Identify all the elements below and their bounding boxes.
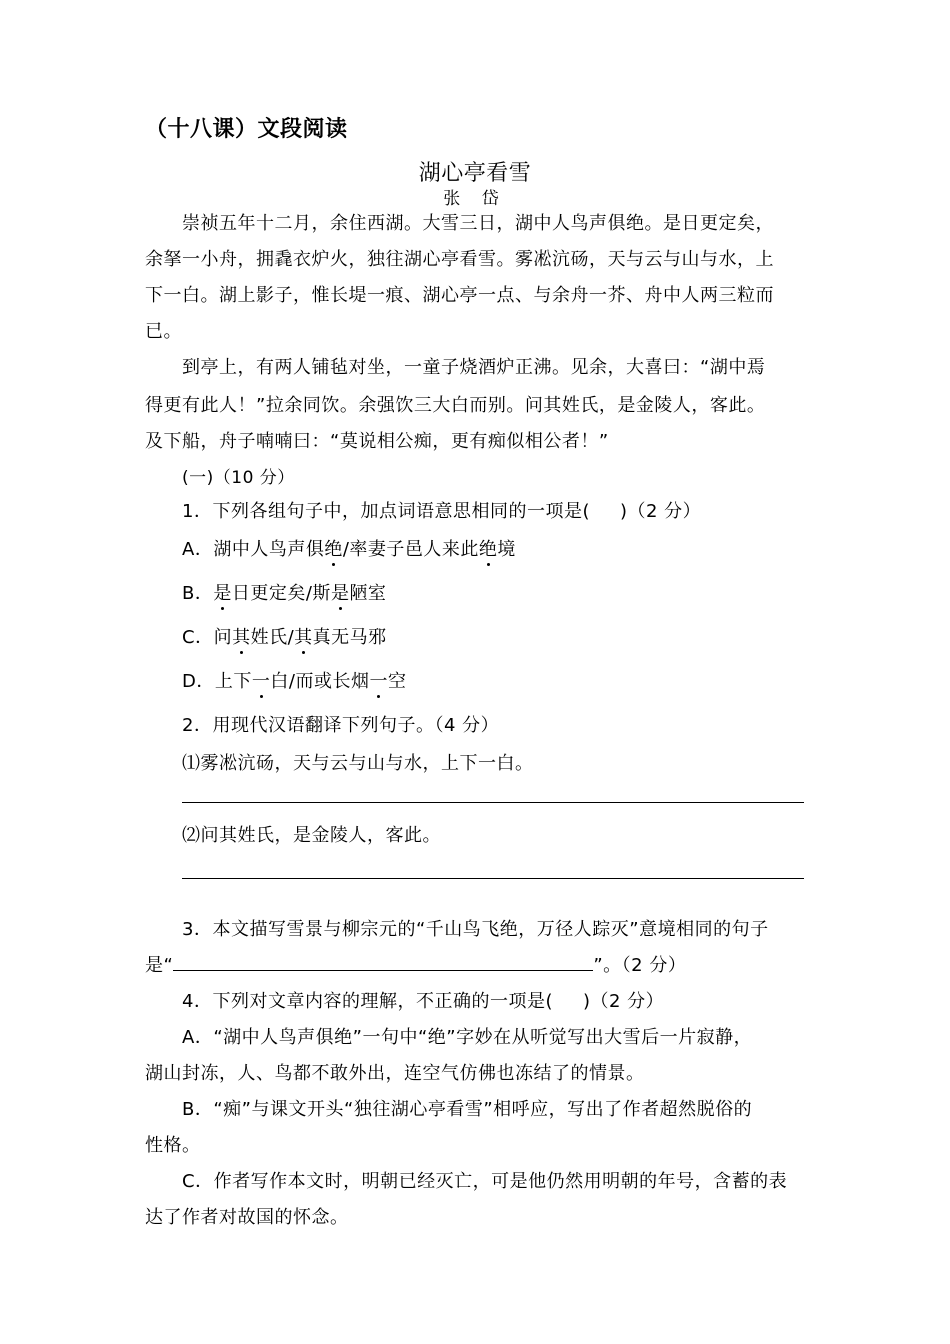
answer-line[interactable] bbox=[182, 878, 804, 879]
passage-line: 已。 bbox=[145, 321, 182, 342]
q1-option-b: B．是日更定矣/斯是陋室 bbox=[182, 583, 387, 604]
q4-option-a: A．“湖中人鸟声俱绝”一句中“绝”字妙在从听觉写出大雪后一片寂静， bbox=[182, 1027, 753, 1048]
q4-option-a-cont: 湖山封冻，人、鸟都不敢外出，连空气仿佛也冻结了的情景。 bbox=[145, 1063, 645, 1084]
passage-line: 崇祯五年十二月，余住西湖。大雪三日，湖中人鸟声俱绝。是日更定矣， bbox=[182, 213, 774, 234]
question-3-line-2: 是“ ”。（2 分） bbox=[145, 955, 687, 976]
passage-line: 得更有此人！”拉余同饮。余强饮三大白而别。问其姓氏，是金陵人，客此。 bbox=[145, 395, 766, 416]
passage-line: 到亭上，有两人铺毡对坐，一童子烧酒炉正沸。见余，大喜曰：“湖中焉 bbox=[182, 357, 766, 378]
emphasis-dot-word: 其 bbox=[294, 627, 313, 648]
emphasis-dot-word: 是 bbox=[213, 583, 232, 604]
question-2-stem: 2．用现代汉语翻译下列句子。（4 分） bbox=[182, 715, 500, 736]
q1-option-c: C．问其姓氏/其真无马邪 bbox=[182, 627, 387, 648]
emphasis-dot-word: 是 bbox=[330, 583, 350, 604]
passage-author: 张 岱 bbox=[443, 189, 507, 209]
q2-sentence-1: ⑴雾凇沆砀，天与云与山与水，上下一白。 bbox=[182, 753, 534, 774]
q4-option-c: C．作者写作本文时，明朝已经灭亡，可是他仍然用明朝的年号，含蓄的表 bbox=[182, 1171, 788, 1192]
question-1-stem: 1．下列各组句子中，加点词语意思相同的一项是( )（2 分） bbox=[182, 501, 702, 522]
q1-option-a: A．湖中人鸟声俱绝/率妻子邑人来此绝境 bbox=[182, 539, 516, 560]
fill-in-blank[interactable] bbox=[173, 954, 593, 971]
emphasis-dot-word: 绝 bbox=[324, 539, 343, 560]
lesson-heading: （十八课）文段阅读 bbox=[145, 117, 348, 142]
emphasis-dot-word: 绝 bbox=[478, 539, 498, 560]
passage-line: 及下船，舟子喃喃曰：“莫说相公痴，更有痴似相公者！” bbox=[145, 431, 609, 452]
answer-line[interactable] bbox=[182, 802, 804, 803]
q4-option-c-cont: 达了作者对故国的怀念。 bbox=[145, 1207, 349, 1228]
passage-title: 湖心亭看雪 bbox=[418, 161, 532, 186]
question-4-stem: 4．下列对文章内容的理解，不正确的一项是( )（2 分） bbox=[182, 991, 665, 1012]
passage-line: 余拏一小舟，拥毳衣炉火，独往湖心亭看雪。雾凇沆砀，天与云与山与水，上 bbox=[145, 249, 774, 270]
q4-option-b-cont: 性格。 bbox=[145, 1135, 201, 1156]
section-label: (一)（10 分） bbox=[182, 468, 295, 488]
emphasis-dot-word: 其 bbox=[232, 627, 251, 648]
question-3-line-1: 3．本文描写雪景与柳宗元的“千山鸟飞绝，万径人踪灭”意境相同的句子 bbox=[182, 919, 769, 940]
q1-option-d: D．上下一白/而或长烟一空 bbox=[182, 671, 407, 692]
emphasis-dot-word: 一 bbox=[369, 671, 388, 692]
q4-option-b: B．“痴”与课文开头“独往湖心亭看雪”相呼应，写出了作者超然脱俗的 bbox=[182, 1099, 753, 1120]
passage-line: 下一白。湖上影子，惟长堤一痕、湖心亭一点、与余舟一芥、舟中人两三粒而 bbox=[145, 285, 774, 306]
emphasis-dot-word: 一 bbox=[251, 671, 271, 692]
q2-sentence-2: ⑵问其姓氏，是金陵人，客此。 bbox=[182, 825, 441, 846]
